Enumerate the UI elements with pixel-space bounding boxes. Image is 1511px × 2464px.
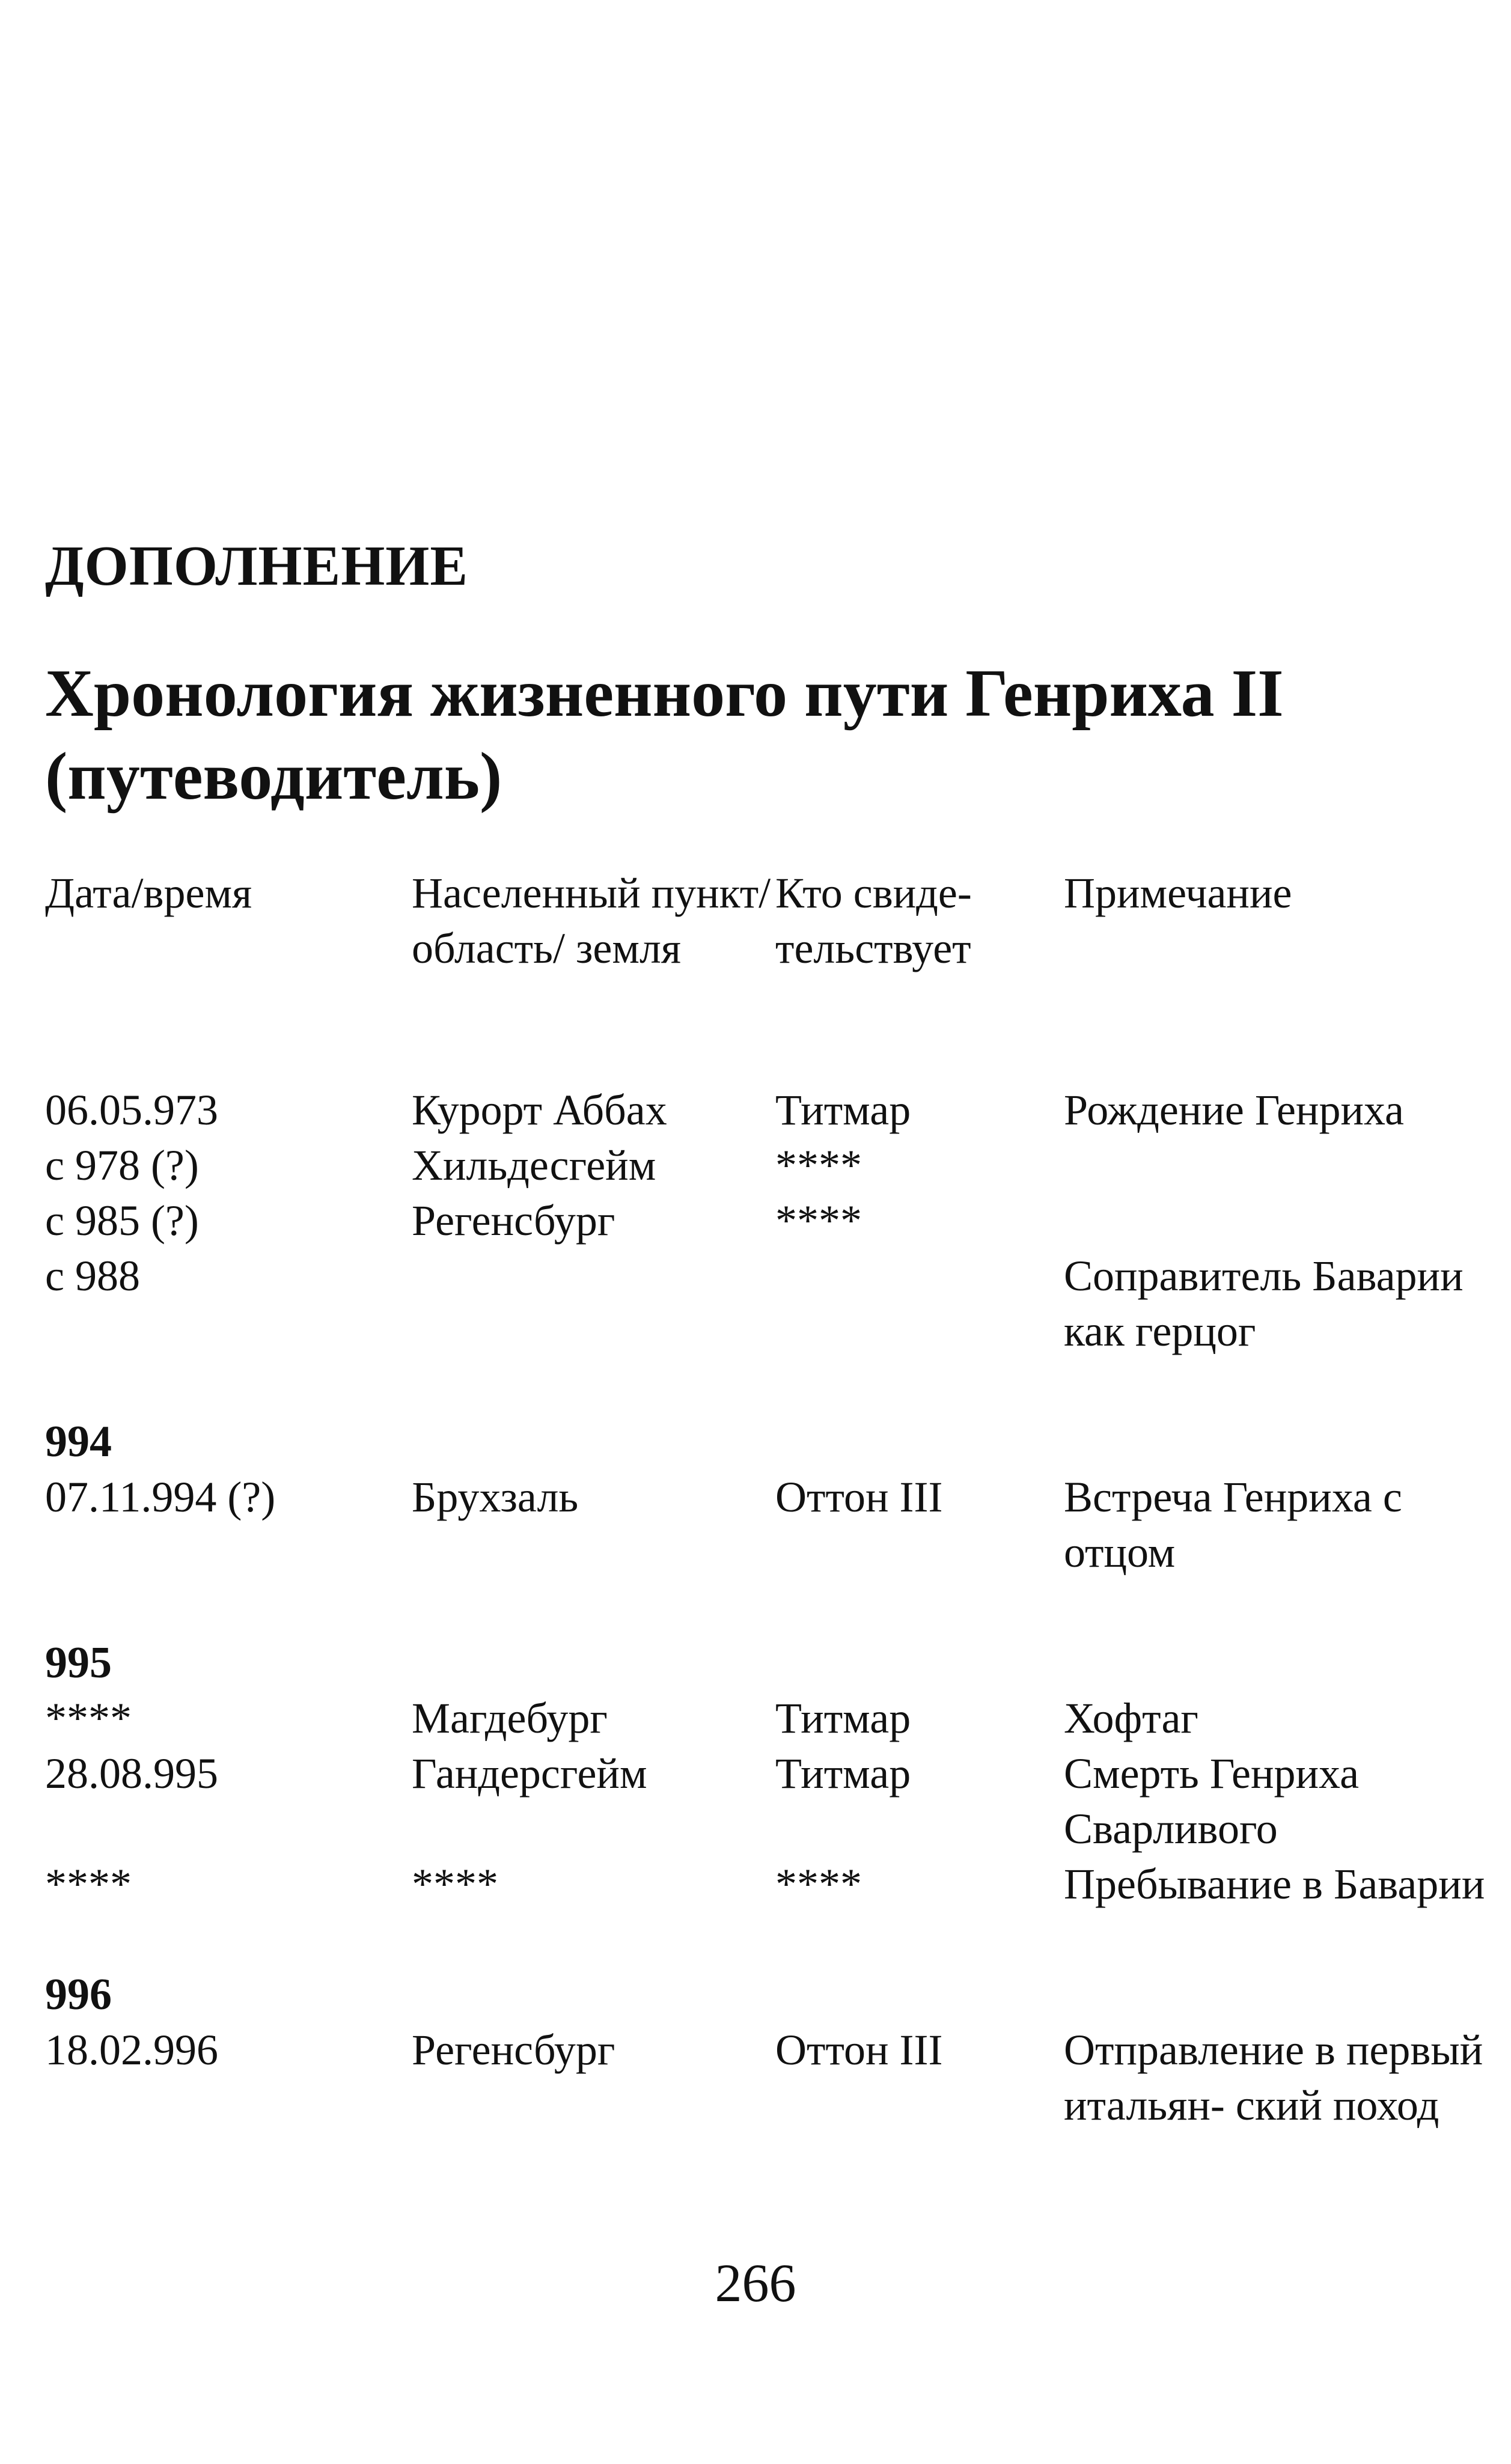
- place-cell: ****: [412, 1860, 498, 1908]
- date-cell: 07.11.994 (?): [45, 1473, 276, 1521]
- spacer: [45, 1580, 1500, 1635]
- witness-cell: ****: [775, 1141, 862, 1189]
- page-title: Хронология жизненного пути Генриха II (путеводитель): [45, 656, 1284, 814]
- note-cell: Отправление в первый итальян- ский поход: [1064, 2026, 1483, 2129]
- spacer: [45, 1912, 1500, 1967]
- year-heading: [45, 1414, 1500, 1469]
- date-cell: с 985 (?): [45, 1197, 199, 1245]
- table-row: [45, 1691, 1500, 1746]
- note-cell: Встреча Генриха с отцом: [1064, 1473, 1402, 1576]
- header-place: Населенный пункт/область/ земля: [412, 869, 771, 972]
- date-cell: 18.02.996: [45, 2026, 218, 2074]
- witness-cell: Титмар: [775, 1694, 911, 1742]
- spacer: [45, 1359, 1500, 1414]
- witness-cell: Титмар: [775, 1086, 911, 1134]
- header-witness: Кто свиде- тельствует: [775, 869, 972, 972]
- date-cell: ****: [45, 1694, 132, 1742]
- year-heading: [45, 1635, 1500, 1691]
- header-date: Дата/время: [45, 869, 252, 917]
- year-label: 996: [45, 1970, 112, 2019]
- table-row: [45, 1746, 1500, 1856]
- witness-cell: Оттон III: [775, 2026, 943, 2074]
- place-cell: Курорт Аббах: [412, 1086, 667, 1134]
- note-cell: Смерть Генриха Сварливого: [1064, 1749, 1360, 1853]
- place-cell: Магдебург: [412, 1694, 608, 1742]
- note-cell: Соправитель Баварии как герцог: [1064, 1252, 1464, 1355]
- place-cell: Брухзаль: [412, 1473, 579, 1521]
- note-cell: Пребывание в Баварии: [1064, 1860, 1485, 1908]
- note-cell: Рождение Генриха: [1064, 1086, 1404, 1134]
- page-number: 266: [715, 2254, 796, 2313]
- table-header-row: [45, 865, 1500, 1031]
- place-cell: Регенсбург: [412, 1197, 615, 1245]
- table-row: [45, 1248, 1500, 1359]
- witness-cell: ****: [775, 1860, 862, 1908]
- date-cell: 28.08.995: [45, 1749, 218, 1798]
- section-heading: ДОПОЛНЕНИЕ: [45, 535, 469, 597]
- year-label: 995: [45, 1638, 112, 1688]
- header-note: Примечание: [1064, 869, 1292, 917]
- note-cell: Хофтаг: [1064, 1694, 1198, 1742]
- table-row: [45, 1856, 1500, 1912]
- place-cell: Гандерсгейм: [412, 1749, 647, 1798]
- date-cell: ****: [45, 1860, 132, 1908]
- place-cell: Регенсбург: [412, 2026, 615, 2074]
- table-row: [45, 2022, 1500, 2133]
- date-cell: 06.05.973: [45, 1086, 218, 1134]
- table-row: [45, 1138, 1500, 1193]
- date-cell: с 988: [45, 1252, 140, 1300]
- table-row: [45, 1193, 1500, 1248]
- table-row: [45, 1082, 1500, 1138]
- date-cell: с 978 (?): [45, 1141, 199, 1189]
- year-label: 994: [45, 1417, 112, 1466]
- spacer: [45, 1031, 1500, 1082]
- place-cell: Хильдесгейм: [412, 1141, 656, 1189]
- year-heading: [45, 1967, 1500, 2022]
- witness-cell: ****: [775, 1197, 862, 1245]
- table-row: [45, 1469, 1500, 1580]
- chronology-table: [45, 865, 1500, 2133]
- witness-cell: Титмар: [775, 1749, 911, 1798]
- witness-cell: Оттон III: [775, 1473, 943, 1521]
